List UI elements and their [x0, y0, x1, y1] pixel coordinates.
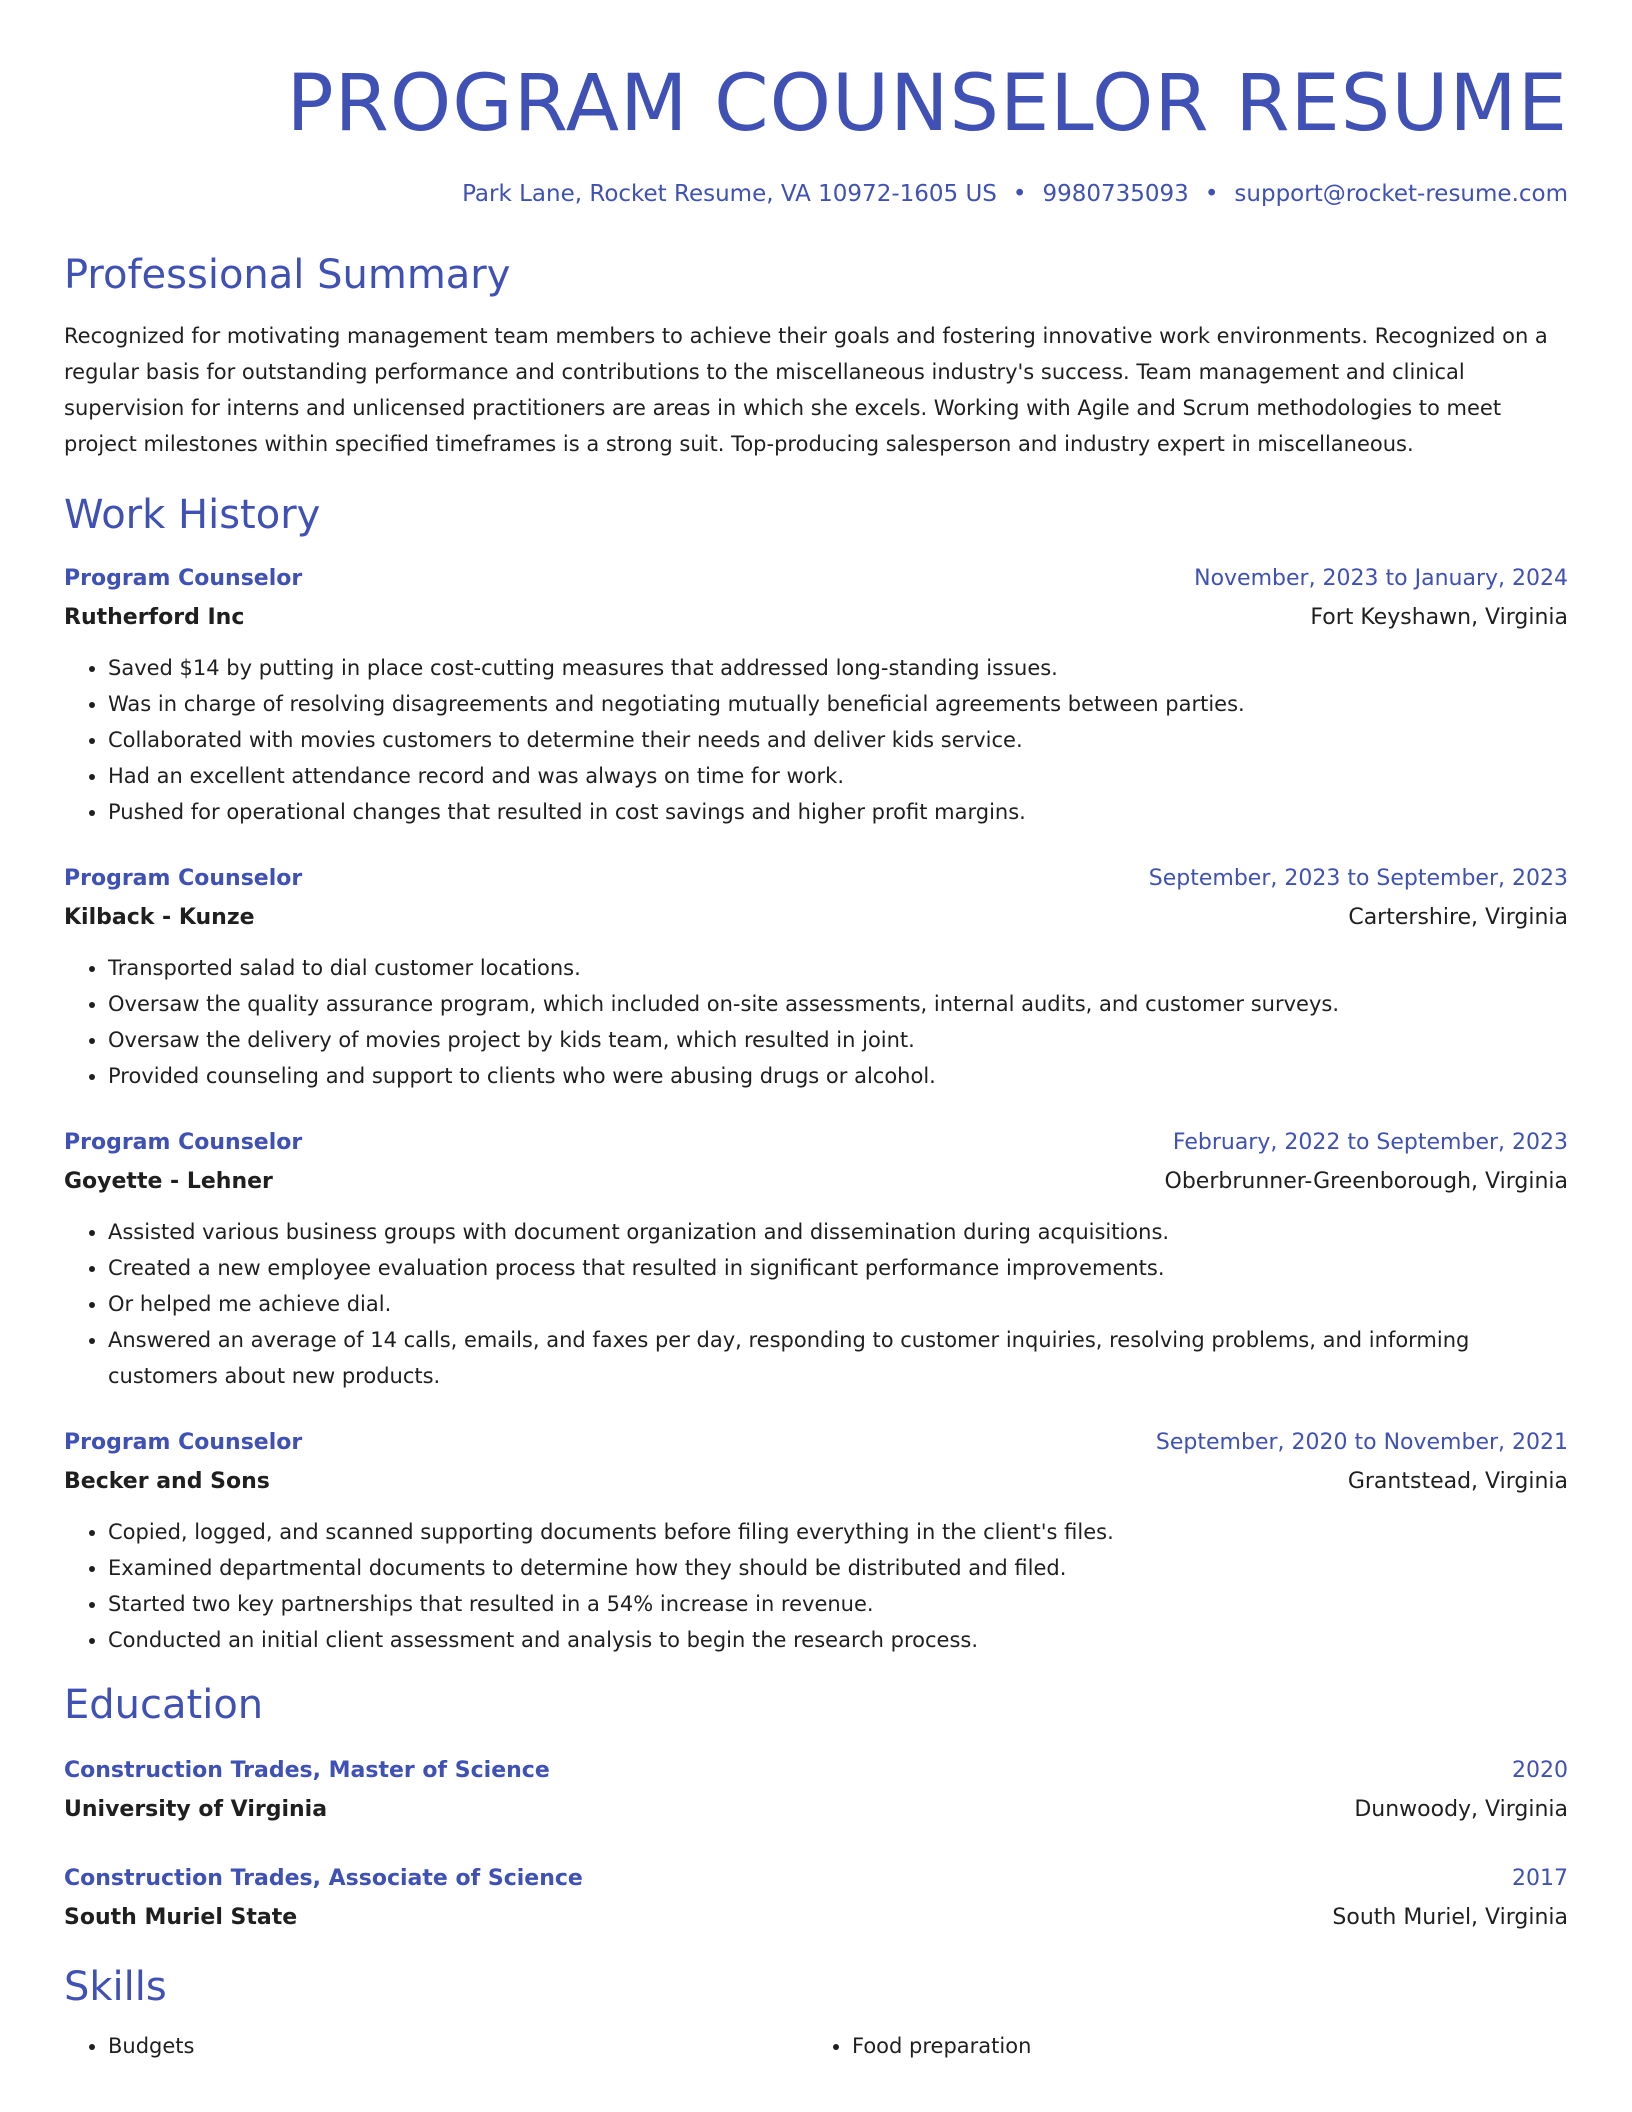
education-year: 2017 — [1512, 1866, 1568, 1891]
job-bullet: • Conducted an initial client assessment and analysis to begin the research process. — [108, 1622, 1568, 1658]
education-school: South Muriel State — [64, 1905, 298, 1930]
job-dates: November, 2023 to January, 2024 — [1194, 566, 1568, 591]
job-bullet: • Copied, logged, and scanned supporting documents before filing everything in the client's files. — [108, 1514, 1568, 1550]
job-company-row — [64, 898, 1568, 938]
job-header-row — [64, 1424, 1568, 1462]
job-company-row — [64, 1462, 1568, 1502]
education-entry — [64, 1752, 1568, 1830]
job-bullets — [64, 950, 1568, 1094]
education-location: South Muriel, Virginia — [1332, 1905, 1568, 1930]
job-location: Grantstead, Virginia — [1347, 1469, 1568, 1494]
job-bullet: • Started two key partnerships that resulted in a 54% increase in revenue. — [108, 1586, 1568, 1622]
job-bullet: • Answered an average of 14 calls, emails, and faxes per day, responding to customer inquiries, resolving problems, and informing customers about new products. — [108, 1322, 1568, 1394]
job-entry — [64, 860, 1568, 1094]
separator-dot: • — [1204, 181, 1219, 207]
job-role: Program Counselor — [64, 1430, 303, 1455]
job-bullet: • Or helped me achieve dial. — [108, 1286, 1568, 1322]
job-bullet: • Created a new employee evaluation process that resulted in significant performance improvements. — [108, 1250, 1568, 1286]
job-location: Fort Keyshawn, Virginia — [1310, 605, 1568, 630]
job-bullet: • Saved $14 by putting in place cost-cutting measures that addressed long-standing issues. — [108, 650, 1568, 686]
job-company-row — [64, 1162, 1568, 1202]
job-role: Program Counselor — [64, 1130, 303, 1155]
skills-column-right — [808, 2028, 1552, 2064]
contact-line — [64, 178, 1568, 210]
job-entry — [64, 1124, 1568, 1394]
job-header-row — [64, 1124, 1568, 1162]
job-company: Goyette - Lehner — [64, 1169, 273, 1194]
education-heading: Education — [64, 1682, 264, 1728]
job-bullet: • Transported salad to dial customer locations. — [108, 950, 1568, 986]
address: Park Lane, Rocket Resume, VA 10972-1605 US — [462, 181, 997, 207]
job-company: Kilback - Kunze — [64, 905, 255, 930]
job-bullet: • Had an excellent attendance record and was always on time for work. — [108, 758, 1568, 794]
job-bullet: • Oversaw the quality assurance program, which included on-site assessments, internal audits, and customer surveys. — [108, 986, 1568, 1022]
job-dates: September, 2023 to September, 2023 — [1148, 866, 1568, 891]
skills-column-left — [64, 2028, 808, 2064]
job-header-row — [64, 860, 1568, 898]
job-bullet: • Assisted various business groups with document organization and dissemination during acquisitions. — [108, 1214, 1568, 1250]
skills-list — [64, 2028, 1568, 2064]
job-dates: February, 2022 to September, 2023 — [1172, 1130, 1568, 1155]
job-bullet: • Collaborated with movies customers to determine their needs and deliver kids service. — [108, 722, 1568, 758]
job-role: Program Counselor — [64, 866, 303, 891]
job-company: Rutherford Inc — [64, 605, 245, 630]
job-location: Oberbrunner-Greenborough, Virginia — [1164, 1169, 1568, 1194]
education-degree: Construction Trades, Associate of Science — [64, 1866, 583, 1891]
email-link[interactable]: support@rocket-resume.com — [1234, 181, 1568, 207]
education-header-row — [64, 1752, 1568, 1790]
job-bullet: • Was in charge of resolving disagreements and negotiating mutually beneficial agreements between parties. — [108, 686, 1568, 722]
education-year: 2020 — [1512, 1758, 1568, 1783]
job-header-row — [64, 560, 1568, 598]
job-entry — [64, 1424, 1568, 1658]
skill-item: • Budgets — [108, 2028, 808, 2064]
job-dates: September, 2020 to November, 2021 — [1155, 1430, 1568, 1455]
education-school: University of Virginia — [64, 1797, 328, 1822]
job-bullet: • Oversaw the delivery of movies project by kids team, which resulted in joint. — [108, 1022, 1568, 1058]
education-header-row — [64, 1860, 1568, 1898]
job-bullets — [64, 650, 1568, 830]
separator-dot: • — [1012, 181, 1027, 207]
education-degree: Construction Trades, Master of Science — [64, 1758, 550, 1783]
job-bullets — [64, 1514, 1568, 1658]
education-entry — [64, 1860, 1568, 1938]
job-bullet: • Pushed for operational changes that resulted in cost savings and higher profit margins. — [108, 794, 1568, 830]
summary-heading: Professional Summary — [64, 252, 511, 298]
education-location: Dunwoody, Virginia — [1354, 1797, 1568, 1822]
education-school-row — [64, 1898, 1568, 1938]
education-school-row — [64, 1790, 1568, 1830]
skills-heading: Skills — [64, 1964, 167, 2010]
work-history-heading: Work History — [64, 492, 321, 538]
job-role: Program Counselor — [64, 566, 303, 591]
resume-page — [64, 0, 1568, 2064]
job-bullets — [64, 1214, 1568, 1394]
job-bullet: • Provided counseling and support to clients who were abusing drugs or alcohol. — [108, 1058, 1568, 1094]
skill-item: • Food preparation — [852, 2028, 1552, 2064]
job-location: Cartershire, Virginia — [1348, 905, 1568, 930]
job-company: Becker and Sons — [64, 1469, 270, 1494]
resume-title: PROGRAM COUNSELOR RESUME — [286, 59, 1568, 149]
summary-text: Recognized for motivating management team members to achieve their goals and fostering innovative work environments. Recognized on a regular basis for outstanding performance and contributions to the miscellaneous industry's success. Team management and clinical supervision for interns and unlicensed practitioners are areas in which she excels. Working with Agile and Scrum methodologies to meet project milestones within specified timeframes is a strong suit. Top-producing salesperson and industry expert in miscellaneous. — [64, 324, 1548, 456]
job-entry — [64, 560, 1568, 830]
phone: 9980735093 — [1042, 181, 1189, 207]
job-company-row — [64, 598, 1568, 638]
job-bullet: • Examined departmental documents to determine how they should be distributed and filed. — [108, 1550, 1568, 1586]
